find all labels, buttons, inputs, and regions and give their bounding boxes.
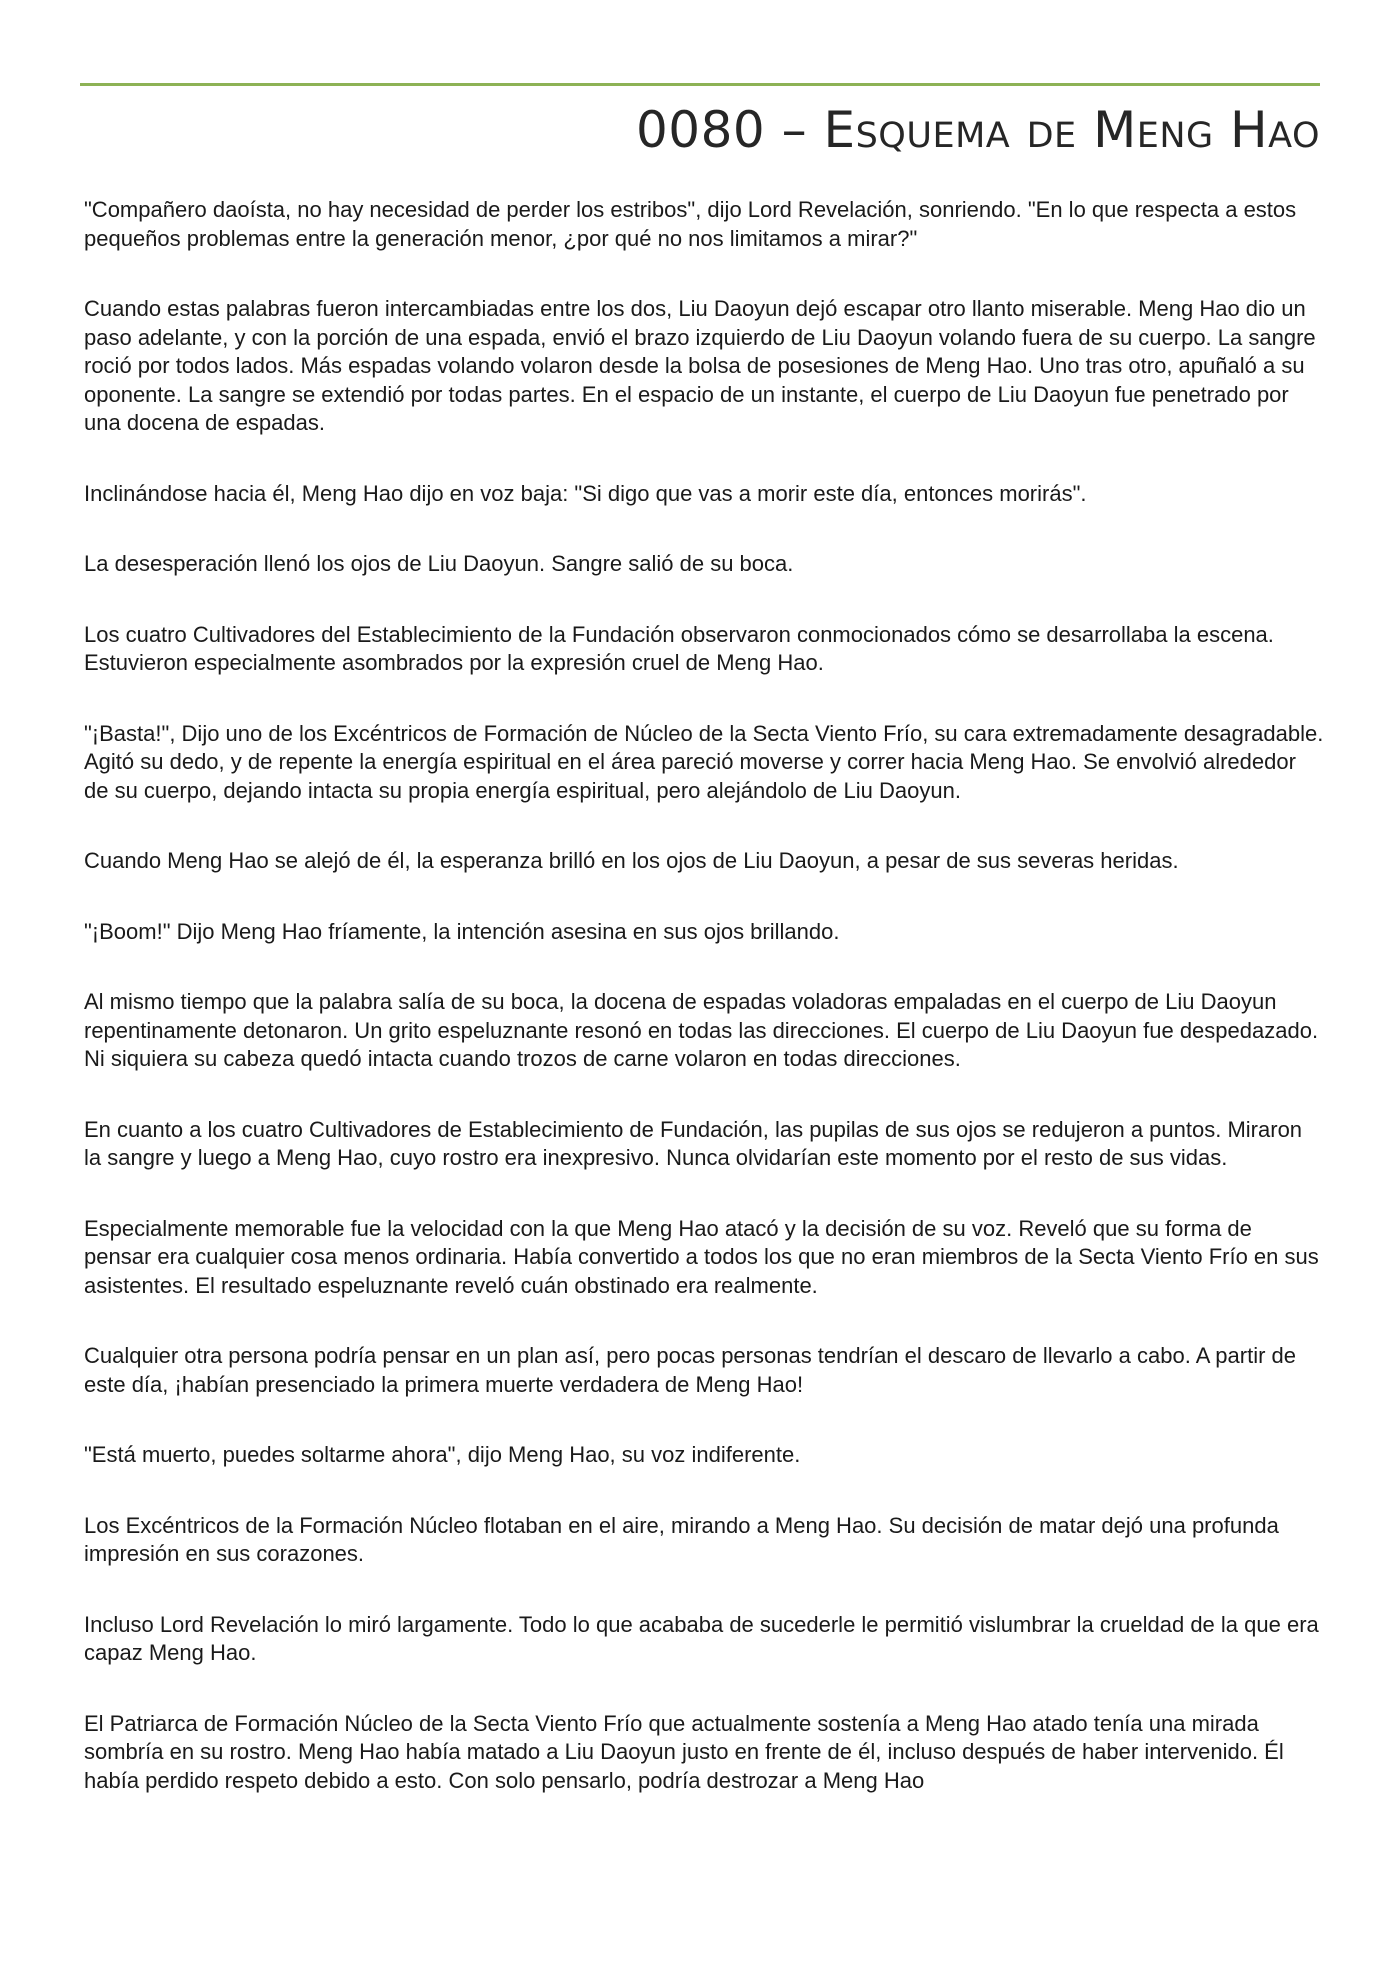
header-rule <box>80 83 1320 86</box>
paragraph: Especialmente memorable fue la velocidad con la que Meng Hao atacó y la decisión de su voz. Reveló que su forma de pensar era cualquier cosa menos ordinaria. Había convertido a todos los que no eran miembros de la Secta Viento Frío en sus asistentes. El resultado espeluznante reveló cuán obstinado era realmente. <box>84 1215 1319 1298</box>
paragraph: Incluso Lord Revelación lo miró largamente. Todo lo que acababa de sucederle le permitió vislumbrar la crueldad de la que era capaz Meng Hao. <box>84 1611 1319 1665</box>
paragraph: La desesperación llenó los ojos de Liu Daoyun. Sangre salió de su boca. <box>84 551 794 576</box>
paragraph: Cualquier otra persona podría pensar en un plan así, pero pocas personas tendrían el descaro de llevarlo a cabo. A partir de este día, ¡habían presenciado la primera muerte verdadera de Meng Hao! <box>84 1343 1296 1397</box>
paragraph: "Compañero daoísta, no hay necesidad de perder los estribos", dijo Lord Revelación, sonriendo. "En lo que respecta a estos pequeños problemas entre la generación menor, ¿por qué no nos limitamos a mirar?" <box>84 197 1297 251</box>
paragraph: "¡Basta!", Dijo uno de los Excéntricos de Formación de Núcleo de la Secta Viento Frío, su cara extremadamente desagradable. Agitó su dedo, y de repente la energía espiritual en el área pareció moverse y correr hacia Meng Hao. Se envolvió alrededor de su cuerpo, dejando intacta su propia energía espiritual, pero alejándolo de Liu Daoyun. <box>84 720 1324 803</box>
chapter-title <box>636 98 1320 162</box>
paragraph: Los cuatro Cultivadores del Establecimiento de la Fundación observaron conmocionados cómo se desarrollaba la escena. Estuvieron especialmente asombrados por la expresión cruel de Meng Hao. <box>84 621 1274 675</box>
paragraph: "Está muerto, puedes soltarme ahora", dijo Meng Hao, su voz indiferente. <box>84 1442 801 1467</box>
paragraph: Al mismo tiempo que la palabra salía de su boca, la docena de espadas voladoras empaladas en el cuerpo de Liu Daoyun repentinamente detonaron. Un grito espeluznante resonó en todas las direcciones. El cuerpo de Liu Daoyun fue despedazado. Ni siquiera su cabeza quedó intacta cuando trozos de carne volaron en todas direcciones. <box>84 989 1319 1071</box>
paragraph: El Patriarca de Formación Núcleo de la Secta Viento Frío que actualmente sostenía a Meng Hao atado tenía una mirada sombría en su rostro. Meng Hao había matado a Liu Daoyun justo en frente de él, incluso después de haber intervenido. Él había perdido respeto debido a esto. Con solo pensarlo, podría destrozar a Meng Hao <box>84 1710 1284 1793</box>
paragraph: Cuando estas palabras fueron intercambiadas entre los dos, Liu Daoyun dejó escapar otro llanto miserable. Meng Hao dio un paso adelante, y con la porción de una espada, envió el brazo izquierdo de Liu Daoyun volando fuera de su cuerpo. La sangre roció por todos lados. Más espadas volando volaron desde la bolsa de posesiones de Meng Hao. Uno tras otro, apuñaló a su oponente. La sangre se extendió por todas partes. En el espacio de un instante, el cuerpo de Liu Daoyun fue penetrado por una docena de espadas. <box>84 296 1316 435</box>
paragraph: Inclinándose hacia él, Meng Hao dijo en voz baja: "Si digo que vas a morir este día, entonces morirás". <box>84 480 1087 506</box>
chapter-body <box>84 196 1324 1837</box>
chapter-title-text: 0080 – Esquema de Meng Hao <box>635 101 1320 159</box>
paragraph: Cuando Meng Hao se alejó de él, la esperanza brilló en los ojos de Liu Daoyun, a pesar de sus severas heridas. <box>84 848 1179 873</box>
paragraph: En cuanto a los cuatro Cultivadores de Establecimiento de Fundación, las pupilas de sus ojos se redujeron a puntos. Miraron la sangre y luego a Meng Hao, cuyo rostro era inexpresivo. Nunca olvidarían este momento por el resto de sus vidas. <box>84 1116 1303 1170</box>
paragraph: "¡Boom!" Dijo Meng Hao fríamente, la intención asesina en sus ojos brillando. <box>84 918 840 944</box>
paragraph: Los Excéntricos de la Formación Núcleo flotaban en el aire, mirando a Meng Hao. Su decisión de matar dejó una profunda impresión en sus corazones. <box>84 1512 1279 1566</box>
